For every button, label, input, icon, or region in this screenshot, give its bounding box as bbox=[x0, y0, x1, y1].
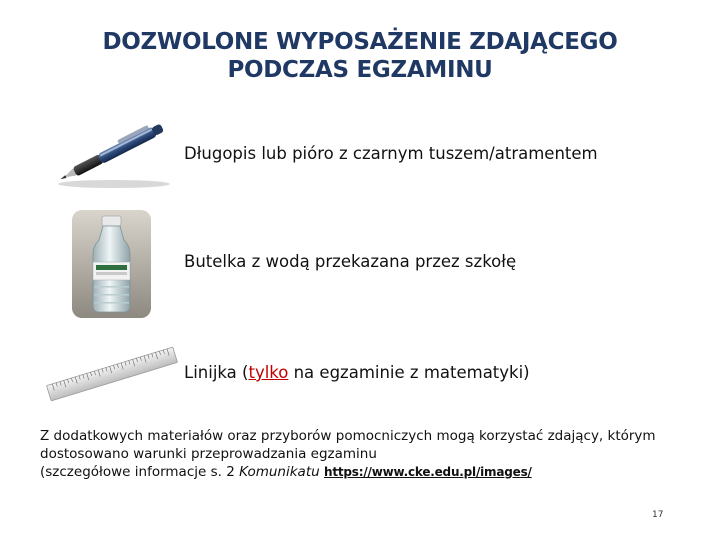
cke-link[interactable]: https://www.cke.edu.pl/images/ bbox=[323, 465, 532, 479]
note-line3-italic: Komunikatu bbox=[239, 464, 320, 480]
item-pen-text: Długopis lub pióro z czarnym tuszem/atramentem bbox=[184, 144, 598, 163]
item-ruler-highlight: tylko bbox=[248, 363, 289, 382]
note-paragraph bbox=[40, 427, 700, 481]
note-line3 bbox=[40, 463, 700, 481]
item-bottle-text: Butelka z wodą przekazana przez szkołę bbox=[184, 252, 517, 271]
slide-title-line1: DOZWOLONE WYPOSAŻENIE ZDAJĄCEGO bbox=[102, 29, 618, 55]
note-line2: dostosowano warunki przeprowadzania egzaminu bbox=[40, 446, 377, 462]
note-line3-prefix: (szczegółowe informacje s. 2 bbox=[40, 464, 240, 480]
note-line1: Z dodatkowych materiałów oraz przyborów pomocniczych mogą korzystać zdający, którym bbox=[40, 428, 656, 444]
item-ruler-text-before: Linijka ( bbox=[184, 363, 249, 382]
page-number: 17 bbox=[652, 510, 664, 520]
water-bottle-icon bbox=[72, 210, 151, 318]
slide-title-line2: PODCZAS EGZAMINU bbox=[227, 57, 493, 83]
item-ruler-text-after: na egzaminie z matematyki) bbox=[288, 363, 530, 382]
item-ruler-text bbox=[184, 363, 530, 382]
pen-icon bbox=[52, 112, 176, 190]
slide-title bbox=[0, 28, 720, 84]
ruler-icon bbox=[46, 332, 178, 412]
